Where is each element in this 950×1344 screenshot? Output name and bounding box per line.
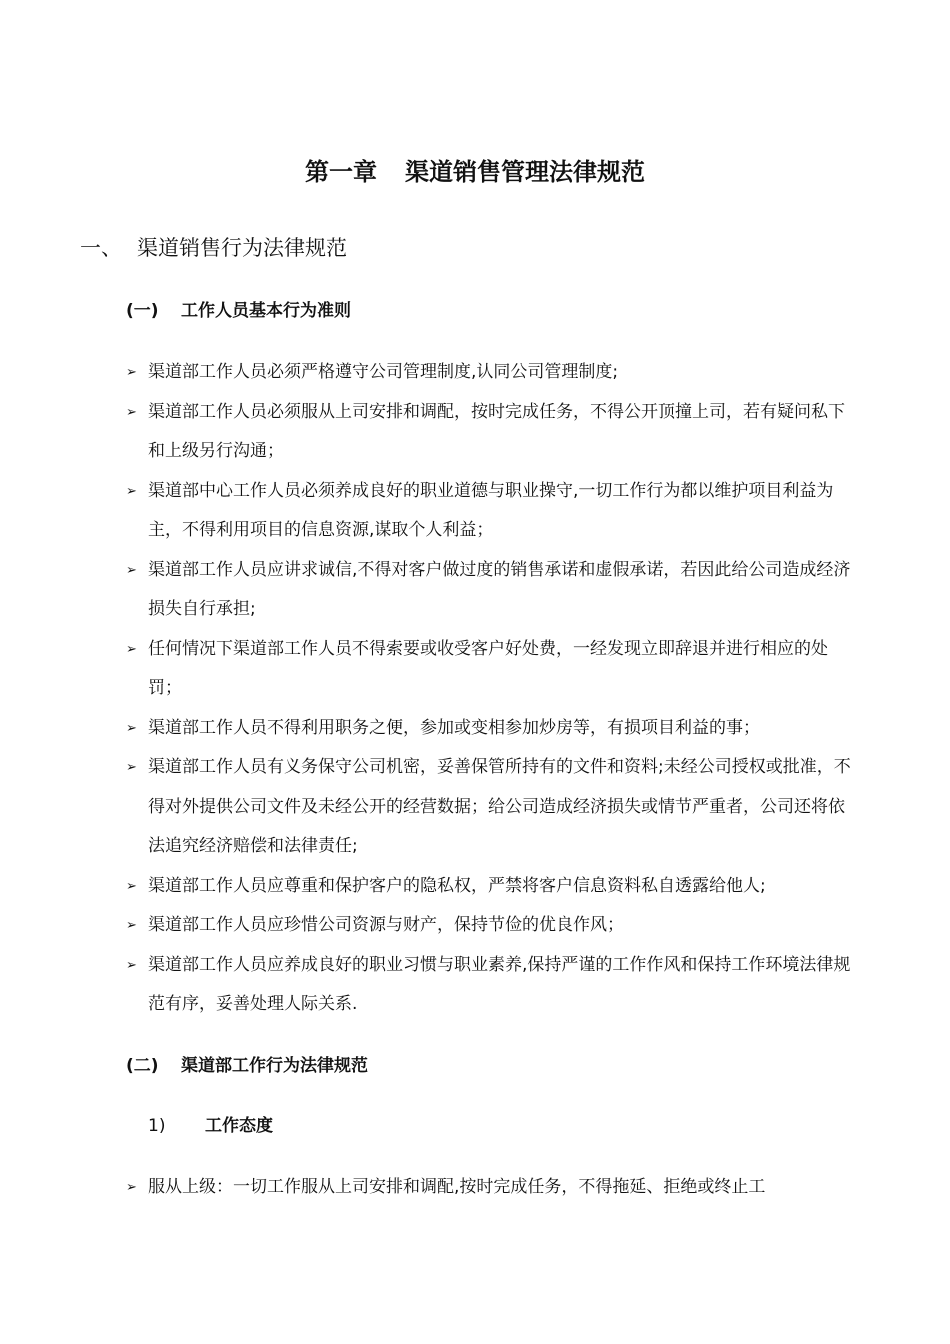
- arrow-bullet-icon: ➢: [126, 760, 137, 775]
- subsection-heading-2: [126, 1051, 368, 1081]
- subsection-heading-1: [126, 296, 351, 326]
- subsection-title: 渠道部工作行为法律规范: [181, 1056, 368, 1076]
- rules-list: [126, 353, 854, 1025]
- arrow-bullet-icon: ➢: [126, 720, 137, 736]
- chapter-label: 第一章: [305, 158, 377, 186]
- chapter-title-text: 渠道销售管理法律规范: [405, 158, 645, 186]
- list-item-text: 渠道部中心工作人员必须养成良好的职业道德与职业操守,一切工作行为都以维护项目利益为主，不得利用项目的信息资源,谋取个人利益；: [148, 480, 834, 540]
- subsection-number: (一): [126, 301, 159, 321]
- list-item-text: 渠道部工作人员不得利用职务之便，参加或变相参加炒房等，有损项目利益的事；: [148, 717, 760, 738]
- list-item: [126, 1168, 854, 1208]
- item-heading: [148, 1111, 273, 1141]
- subsection-number: (二): [126, 1056, 159, 1076]
- arrow-bullet-icon: ➢: [126, 483, 137, 499]
- section-number: 一、: [80, 236, 122, 260]
- list-item-text: 渠道部工作人员应讲求诚信,不得对客户做过度的销售承诺和虚假承诺，若因此给公司造成经济损失自行承担;: [148, 559, 851, 619]
- list-item: [126, 867, 854, 907]
- arrow-bullet-icon: ➢: [126, 878, 137, 894]
- section-heading: [80, 230, 347, 266]
- item-title: 工作态度: [205, 1116, 273, 1136]
- list-item: [126, 472, 854, 551]
- list-item: [126, 353, 854, 393]
- list-item-text: 渠道部工作人员应尊重和保护客户的隐私权，严禁将客户信息资料私自透露给他人;: [148, 875, 766, 896]
- list-item-text: 渠道部工作人员应珍惜公司资源与财产，保持节俭的优良作风；: [148, 915, 624, 935]
- list-item-text: 渠道部工作人员必须服从上司安排和调配，按时完成任务，不得公开顶撞上司，若有疑问私下和上级另行沟通；: [148, 401, 845, 461]
- list-item: [126, 709, 854, 749]
- arrow-bullet-icon: ➢: [126, 641, 137, 657]
- list-item: [126, 630, 854, 709]
- arrow-bullet-icon: ➢: [126, 957, 137, 973]
- list-item-text: 渠道部工作人员应养成良好的职业习惯与职业素养,保持严谨的工作作风和保持工作环境法律规范有序，妥善处理人际关系.: [148, 954, 851, 1014]
- list-item-text: 渠道部工作人员必须严格遵守公司管理制度,认同公司管理制度;: [148, 362, 619, 382]
- arrow-bullet-icon: ➢: [126, 562, 137, 578]
- arrow-bullet-icon: ➢: [126, 1180, 137, 1195]
- subsection-title: 工作人员基本行为准则: [181, 301, 351, 321]
- list-item-text: 任何情况下渠道部工作人员不得索要或收受客户好处费，一经发现立即辞退并进行相应的处罚；: [148, 638, 828, 698]
- arrow-bullet-icon: ➢: [126, 918, 137, 933]
- attitude-list: [126, 1168, 854, 1208]
- list-item-text: 服从上级：一切工作服从上司安排和调配,按时完成任务，不得拖延、拒绝或终止工: [148, 1177, 766, 1197]
- list-item: [126, 748, 854, 867]
- list-item: [126, 551, 854, 630]
- section-title: 渠道销售行为法律规范: [137, 236, 347, 260]
- chapter-title: [0, 152, 950, 192]
- item-number: 1): [148, 1116, 166, 1136]
- arrow-bullet-icon: ➢: [126, 365, 137, 380]
- list-item: [126, 906, 854, 946]
- list-item: [126, 946, 854, 1025]
- list-item-text: 渠道部工作人员有义务保守公司机密，妥善保管所持有的文件和资料;未经公司授权或批准，不得对外提供公司文件及未经公开的经营数据；给公司造成经济损失或情节严重者，公司还将依法追究经济赔偿和法律责任;: [148, 757, 851, 856]
- list-item: [126, 393, 854, 472]
- arrow-bullet-icon: ➢: [126, 404, 137, 420]
